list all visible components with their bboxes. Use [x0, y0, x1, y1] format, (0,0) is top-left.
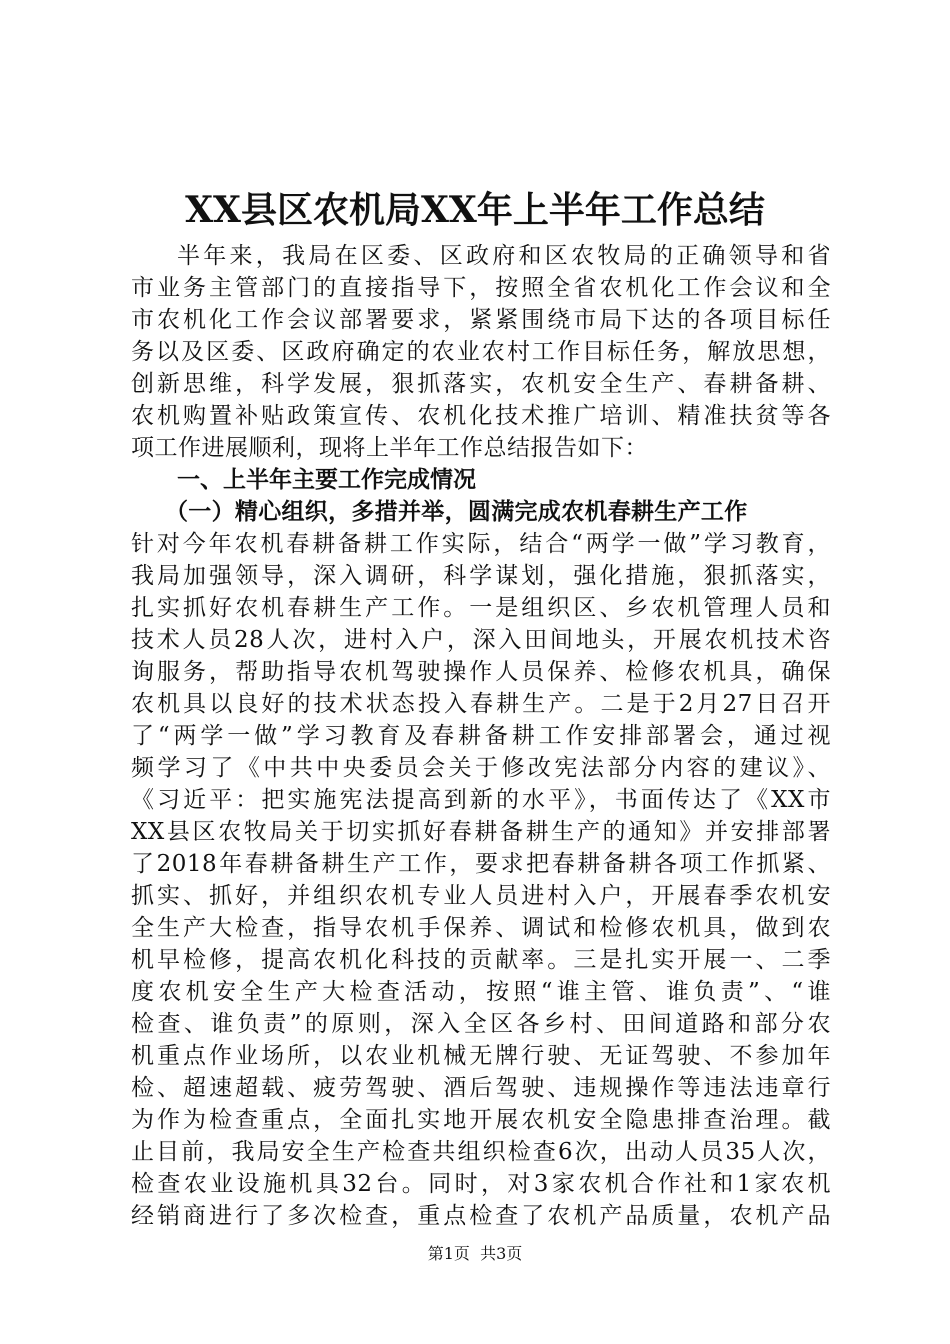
body-line: 机早检修，提高农机化科技的贡献率。三是扎实开展一、二季 — [131, 947, 831, 973]
body-line: 经销商进行了多次检查，重点检查了农机产品质量，农机产品 — [131, 1203, 831, 1229]
body-line: 止目前，我局安全生产检查共组织检查6次，出动人员35人次， — [131, 1139, 831, 1165]
body-line: 农机具以良好的技术状态投入春耕生产。二是于2月27日召开 — [131, 691, 831, 717]
body-line: 《习近平：把实施宪法提高到新的水平》，书面传达了《XX市 — [131, 787, 831, 813]
section-heading: 一、上半年主要工作完成情况 — [177, 466, 476, 493]
body-line: 度农机安全生产大检查活动，按照“谁主管、谁负责”、“谁 — [131, 979, 831, 1005]
body-line: 抓实、抓好，并组织农机专业人员进村入户，开展春季农机安 — [131, 883, 831, 909]
body-line: 机重点作业场所，以农业机械无牌行驶、无证驾驶、不参加年 — [131, 1043, 831, 1069]
body-line: 针对今年农机春耕备耕工作实际，结合“两学一做”学习教育， — [131, 531, 831, 557]
intro-line: 农机购置补贴政策宣传、农机化技术推广培训、精准扶贫等各 — [131, 403, 831, 429]
intro-line: 市农机化工作会议部署要求，紧紧围绕市局下达的各项目标任 — [131, 307, 831, 333]
page-footer: 第1页 共3页 — [427, 1244, 523, 1263]
body-line: XX县区农牧局关于切实抓好春耕备耕生产的通知》并安排部署 — [131, 819, 831, 845]
document-body — [131, 240, 831, 1232]
body-line: 为作为检查重点，全面扎实地开展农机安全隐患排查治理。截 — [131, 1107, 831, 1133]
intro-line: 创新思维，科学发展，狠抓落实，农机安全生产、春耕备耕、 — [131, 371, 831, 397]
intro-line: 半年来，我局在区委、区政府和区农牧局的正确领导和省 — [177, 243, 831, 269]
body-line: 技术人员28人次，进村入户，深入田间地头，开展农机技术咨 — [131, 627, 831, 653]
intro-line: 项工作进展顺利，现将上半年工作总结报告如下： — [131, 435, 648, 461]
body-line: 我局加强领导，深入调研，科学谋划，强化措施，狠抓落实， — [131, 563, 831, 589]
subsection-heading: （一）精心组织，多措并举，圆满完成农机春耕生产工作 — [165, 498, 748, 525]
intro-line: 务以及区委、区政府确定的农业农村工作目标任务，解放思想， — [131, 339, 831, 365]
body-line: 频学习了《中共中央委员会关于修改宪法部分内容的建议》、 — [131, 755, 831, 781]
body-line: 检查农业设施机具32台。同时，对3家农机合作社和1家农机 — [131, 1171, 831, 1197]
intro-line: 市业务主管部门的直接指导下，按照全省农机化工作会议和全 — [131, 275, 831, 301]
body-line: 扎实抓好农机春耕生产工作。一是组织区、乡农机管理人员和 — [131, 595, 831, 621]
body-line: 询服务，帮助指导农机驾驶操作人员保养、检修农机具，确保 — [131, 659, 831, 685]
body-line: 了“两学一做”学习教育及春耕备耕工作安排部署会，通过视 — [131, 723, 831, 749]
body-line: 了2018年春耕备耕生产工作，要求把春耕备耕各项工作抓紧、 — [131, 851, 831, 877]
document-title: XX县区农机局XX年上半年工作总结 — [185, 189, 765, 231]
body-line: 检、超速超载、疲劳驾驶、酒后驾驶、违规操作等违法违章行 — [131, 1075, 831, 1101]
body-line: 检查、谁负责”的原则，深入全区各乡村、田间道路和部分农 — [131, 1011, 831, 1037]
body-line: 全生产大检查，指导农机手保养、调试和检修农机具，做到农 — [131, 915, 831, 941]
